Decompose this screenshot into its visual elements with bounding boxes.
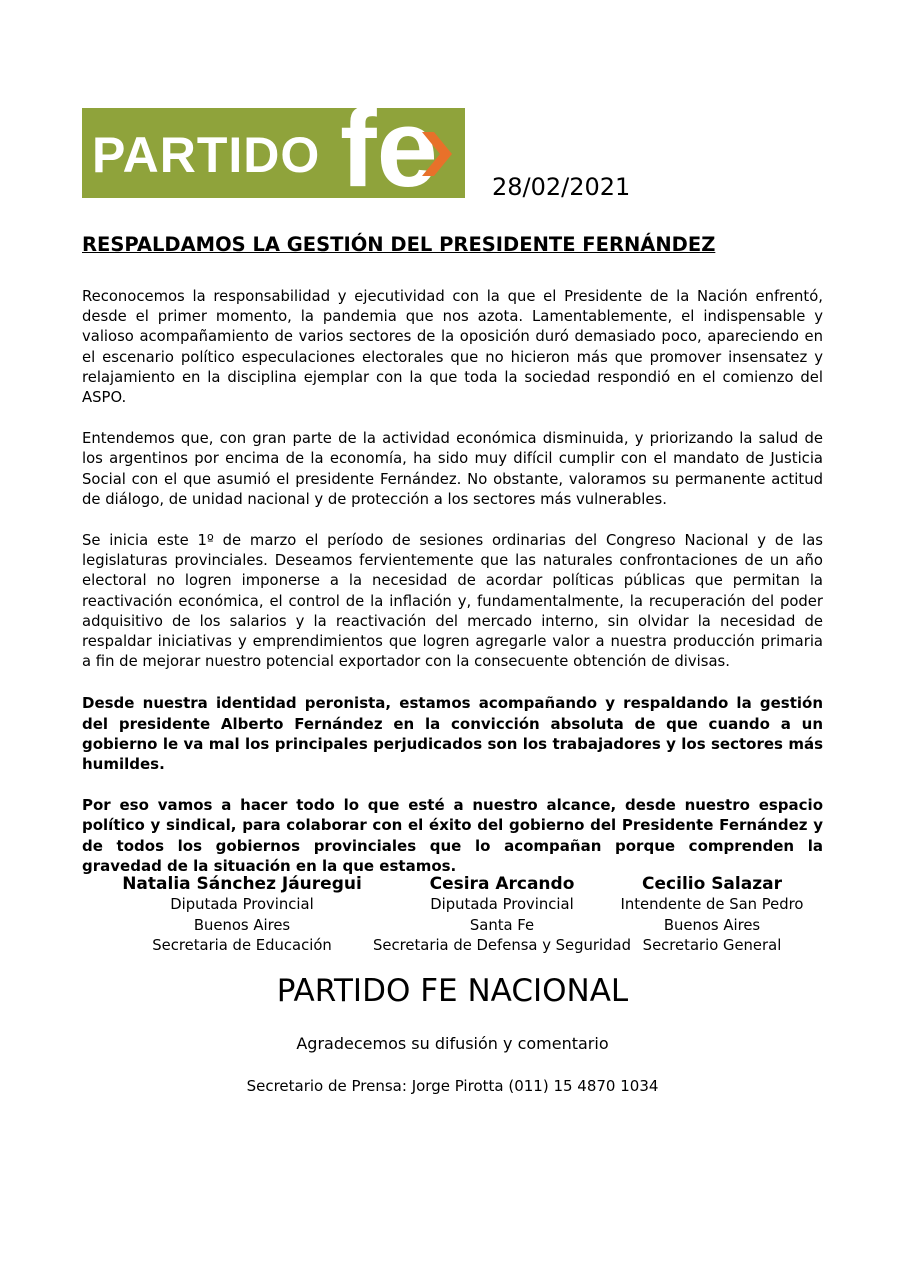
signer-place: Buenos Aires: [193, 916, 291, 934]
signer-position: Secretaria de Educación: [152, 937, 332, 954]
logo-text-partido: PARTIDO: [92, 127, 321, 183]
signer-position: Secretaria de Defensa y Seguridad: [373, 937, 631, 954]
party-logo: [82, 108, 465, 198]
signer-role: Diputada Provincial: [430, 896, 574, 913]
press-contact: Secretario de Prensa: Jorge Pirotta (011) 15 4870 1034: [246, 1077, 659, 1095]
signer-role: Diputada Provincial: [170, 896, 314, 913]
signer-name: Cecilio Salazar: [642, 874, 782, 894]
paragraph: Reconocemos la responsabilidad y ejecutividad con la que el Presidente de la Nación enfrentó, desde el primer momento, la pandemia que nos azota. Lamentablemente, el indispensable y valioso acompañamiento de varios sectores de la oposición duró demasiado poco, apareciendo en el escenario político especulaciones electorales que no hicieron más que promover insensatez y relajamiento en la disciplina ejemplar con la que toda la sociedad respondió en el comienzo del ASPO.: [82, 288, 823, 407]
paragraph: Entendemos que, con gran parte de la actividad económica disminuida, y priorizando la salud de los argentinos por encima de la economía, ha sido muy difícil cumplir con el mandato de Justicia Social con el que asumió el presidente Fernández. No obstante, valoramos su permanente actitud de diálogo, de unidad nacional y de protección a los sectores más vulnerables.: [82, 430, 823, 508]
paragraph-bold: Por eso vamos a hacer todo lo que esté a nuestro alcance, desde nuestro espacio político y sindical, para colaborar con el éxito del gobierno del Presidente Fernández y de todos los gobiernos provinciales que lo acompañan porque comprenden la gravedad de la situación en la que estamos.: [82, 796, 823, 875]
signer-block: [112, 873, 372, 957]
signer-name: Cesira Arcando: [429, 874, 575, 894]
signer-position: Secretario General: [642, 937, 782, 954]
paragraph: Se inicia este 1º de marzo el período de sesiones ordinarias del Congreso Nacional y de las legislaturas provinciales. Deseamos fervientemente que las naturales confrontaciones de un año electoral no logren imponerse a la necesidad de acordar políticas públicas que permitan la reactivación económica, el control de la inflación y, fundamentalmente, la recuperación del poder adquisitivo de los salarios y la reactivación del mercado interno, sin olvidar la necesidad de respaldar iniciativas y emprendimientos que logren agregarle valor a nuestra producción primaria a fin de mejorar nuestro potencial exportador con la consecuente obtención de divisas.: [82, 532, 823, 671]
signer-name: Natalia Sánchez Jáuregui: [122, 874, 362, 894]
document-title: RESPALDAMOS LA GESTIÓN DEL PRESIDENTE FERNÁNDEZ: [82, 233, 716, 256]
signer-block: [362, 873, 642, 957]
signer-place: Santa Fe: [469, 916, 535, 934]
logo-text-fe: fe: [340, 108, 438, 198]
signer-place: Buenos Aires: [663, 916, 761, 934]
document-date: 28/02/2021: [492, 173, 631, 201]
chevron-right-icon: [422, 132, 452, 176]
signer-role: Intendente de San Pedro: [620, 896, 804, 913]
signer-block: [602, 873, 822, 957]
thanks-note: Agradecemos su difusión y comentario: [296, 1034, 609, 1053]
document-body: [82, 287, 823, 897]
paragraph-bold: Desde nuestra identidad peronista, estamos acompañando y respaldando la gestión del presidente Alberto Fernández en la convicción absoluta de que cuando a un gobierno le va mal los principales perjudicados son los trabajadores y los sectores más humildes.: [82, 694, 823, 774]
party-name: PARTIDO FE NACIONAL: [276, 973, 629, 1009]
